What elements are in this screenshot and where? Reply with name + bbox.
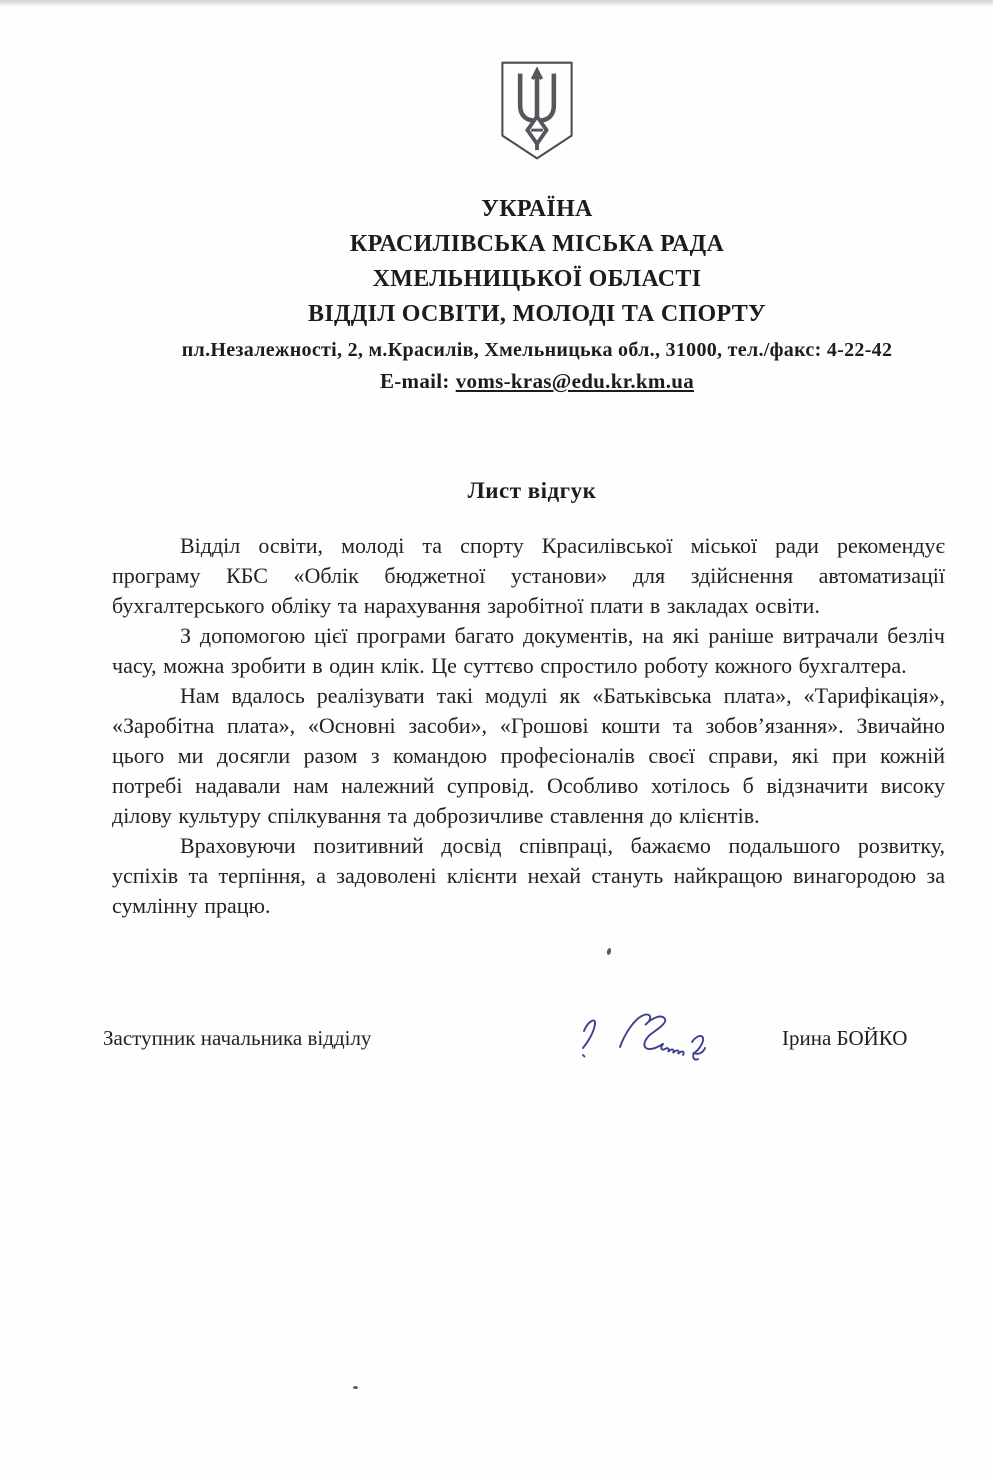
- email-address: voms-kras@edu.kr.km.ua: [455, 369, 695, 393]
- letter-paragraph: Враховуючи позитивний досвід співпраці, бажаємо подальшого розвитку, успіхів та терпіння, а задоволені клієнти нехай стануть найкращою винагородою за сумлінну працю.: [112, 833, 945, 918]
- letter-body: [112, 531, 945, 921]
- trident-glyph: [520, 70, 554, 150]
- scan-speck: [606, 948, 612, 956]
- letter-title: Лист відгук: [467, 478, 597, 503]
- letter-paragraph: З допомогою цієї програми багато документів, на які раніше витрачали безліч часу, можна зробити в один клік. Це суттєво спростило роботу кожного бухгалтера.: [112, 623, 945, 678]
- letterhead-department: ВІДДІЛ ОСВІТИ, МОЛОДІ ТА СПОРТУ: [308, 301, 766, 327]
- signature-position-title: Заступник начальника відділу: [103, 1026, 372, 1050]
- letterhead-region: ХМЕЛЬНИЦЬКОЇ ОБЛАСТІ: [372, 266, 702, 292]
- letterhead-country: УКРАЇНА: [481, 196, 593, 222]
- letterhead-address: пл.Незалежності, 2, м.Красилів, Хмельницька обл., 31000, тел./факс: 4-22-42: [181, 339, 893, 361]
- letterhead-council-name: КРАСИЛІВСЬКА МІСЬКА РАДА: [349, 231, 725, 257]
- signatory-name: Ірина БОЙКО: [782, 1026, 908, 1050]
- letterhead-email-line: [84, 369, 990, 394]
- ukraine-trident-emblem: [496, 60, 578, 162]
- scan-edge-shadow: [0, 0, 993, 7]
- email-label: E-mail:: [379, 369, 450, 393]
- scan-speck: [353, 1386, 358, 1389]
- handwritten-signature-icon: [563, 1005, 718, 1075]
- signature-ink-strokes: [583, 1014, 705, 1059]
- letter-paragraph: Нам вдалось реалізувати такі модулі як «Батьківська плата», «Тарифікація», «Заробітна плата», «Основні засоби», «Грошові кошти та зобов’язання». Звичайно цього ми досягли разом з командою професіоналів своєї справи, які при кожній потребі надавали нам належний супровід. Особливо хотілось б відзначити високу ділову культуру спілкування та доброзичливе ставлення до клієнтів.: [112, 683, 945, 828]
- letter-paragraph: Відділ освіти, молоді та спорту Красилівської міської ради рекомендує програму КБС «Облік бюджетної установи» для здійснення автоматизації бухгалтерського обліку та нарахування заробітної плати в закладах освіти.: [112, 533, 945, 618]
